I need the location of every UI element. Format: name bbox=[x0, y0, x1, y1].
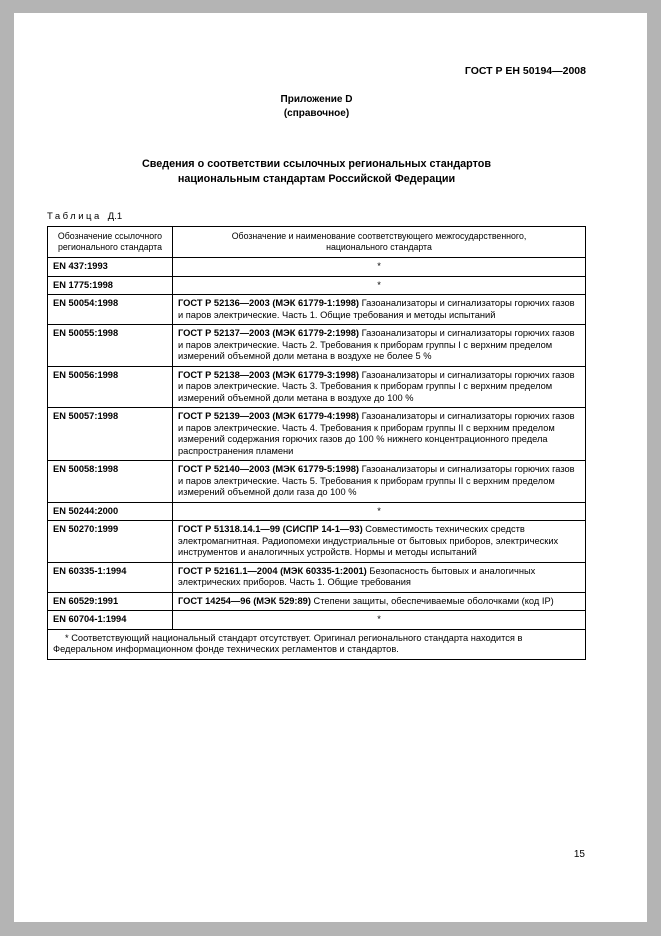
ref-standard-cell: EN 50057:1998 bbox=[48, 408, 173, 461]
national-standard-cell bbox=[173, 562, 586, 592]
gost-designation: ГОСТ Р 52137—2003 (МЭК 61779-2:1998) bbox=[178, 328, 360, 338]
page-content bbox=[14, 13, 647, 660]
footnote-cell bbox=[48, 629, 586, 659]
header-ref-standard: Обозначение ссылочного регионального стандарта bbox=[48, 227, 173, 258]
gost-designation: ГОСТ Р 52140—2003 (МЭК 61779-5:1998) bbox=[178, 464, 360, 474]
table-row bbox=[48, 521, 586, 563]
table-row bbox=[48, 562, 586, 592]
footnote-row bbox=[48, 629, 586, 659]
ref-standard-cell: EN 60335-1:1994 bbox=[48, 562, 173, 592]
national-standard-cell bbox=[173, 592, 586, 611]
table-caption bbox=[47, 211, 586, 222]
gost-title: Газоанализаторы и сигнализаторы горючих газов и паров электрические. Часть 5. Требования к приборам группы II с верхним пределом измерений объемной доли газа до 100 % bbox=[178, 464, 575, 497]
correspondence-table bbox=[47, 226, 586, 660]
national-standard-cell bbox=[173, 295, 586, 325]
ref-standard-cell: EN 50054:1998 bbox=[48, 295, 173, 325]
gost-title: Газоанализаторы и сигнализаторы горючих газов и паров электрические. Часть 2. Требования к приборам группы I с верхним пределом измерений объемной доли метана в воздухе не более 5 % bbox=[178, 328, 575, 361]
page-number: 15 bbox=[573, 849, 585, 860]
gost-title: Совместимость технических средств электромагнитная. Радиопомехи индустриальные от бытовых приборов, электрических инструментов и аналогичных устройств. Нормы и методы испытаний bbox=[178, 524, 559, 557]
annex-heading bbox=[47, 93, 586, 121]
ref-standard-cell: EN 50244:2000 bbox=[48, 502, 173, 521]
header-national-line1: Обозначение и наименование соответствующего межгосударственного, bbox=[231, 231, 527, 241]
table-caption-word: Таблица bbox=[47, 211, 102, 222]
table-row bbox=[48, 258, 586, 277]
section-title bbox=[47, 157, 586, 187]
national-standard-cell bbox=[173, 521, 586, 563]
ref-standard-cell: EN 50056:1998 bbox=[48, 366, 173, 408]
section-title-line1: Сведения о соответствии ссылочных региональных стандартов bbox=[141, 158, 492, 170]
ref-standard-cell: EN 60704-1:1994 bbox=[48, 611, 173, 630]
national-standard-cell bbox=[173, 325, 586, 367]
gost-title: Газоанализаторы и сигнализаторы горючих газов и паров электрические. Часть 3. Требования к приборам группы I с верхним пределом измерений объемной доли метана в воздухе до 100 % bbox=[178, 369, 575, 403]
national-standard-cell bbox=[173, 461, 586, 503]
ref-standard-cell: EN 50058:1998 bbox=[48, 461, 173, 503]
national-standard-cell: * bbox=[173, 258, 586, 277]
footnote-text: * Соответствующий национальный стандарт отсутствует. Оригинал регионального стандарта находится в Федеральном информационном фонде технических регламентов и стандартов. bbox=[53, 632, 523, 654]
table-row bbox=[48, 461, 586, 503]
gost-title: Газоанализаторы и сигнализаторы горючих газов и паров электрические. Часть 4. Требования к приборам группы II с верхним пределом измерений содержания горючих газов до 100 % нижнего концентрационного предела распространения пламени bbox=[178, 411, 575, 456]
header-national-standard bbox=[173, 227, 586, 258]
gost-title: Степени защиты, обеспечиваемые оболочками (код IP) bbox=[313, 595, 554, 606]
table-header-row bbox=[48, 227, 586, 258]
gost-designation: ГОСТ Р 52161.1—2004 (МЭК 60335-1:2001) bbox=[178, 565, 367, 576]
gost-title: Газоанализаторы и сигнализаторы горючих газов и паров электрические. Часть 1. Общие требования и методы испытаний bbox=[178, 298, 575, 320]
table-row bbox=[48, 295, 586, 325]
ref-standard-cell: EN 60529:1991 bbox=[48, 592, 173, 611]
header-national-line2: национального стандарта bbox=[326, 242, 432, 252]
ref-standard-cell: EN 437:1993 bbox=[48, 258, 173, 277]
gost-designation: ГОСТ 14254—96 (МЭК 529:89) bbox=[178, 595, 311, 606]
table-row bbox=[48, 592, 586, 611]
national-standard-cell bbox=[173, 366, 586, 408]
national-standard-cell bbox=[173, 408, 586, 461]
ref-standard-cell: EN 1775:1998 bbox=[48, 276, 173, 295]
national-standard-cell: * bbox=[173, 611, 586, 630]
national-standard-cell: * bbox=[173, 276, 586, 295]
gost-designation: ГОСТ Р 52136—2003 (МЭК 61779-1:1998) bbox=[178, 298, 360, 308]
document-page bbox=[14, 13, 647, 922]
national-standard-cell: * bbox=[173, 502, 586, 521]
gost-designation: ГОСТ Р 52139—2003 (МЭК 61779-4:1998) bbox=[178, 411, 360, 421]
table-row bbox=[48, 325, 586, 367]
ref-standard-cell: EN 50270:1999 bbox=[48, 521, 173, 563]
table-row bbox=[48, 366, 586, 408]
section-title-line2: национальным стандартам Российской Федерации bbox=[177, 173, 456, 185]
gost-designation: ГОСТ Р 51318.14.1—99 (СИСПР 14-1—93) bbox=[178, 524, 363, 534]
table-row bbox=[48, 276, 586, 295]
gost-designation: ГОСТ Р 52138—2003 (МЭК 61779-3:1998) bbox=[178, 369, 360, 380]
gost-title: Безопасность бытовых и аналогичных электрических приборов. Часть 1. Общие требования bbox=[178, 565, 536, 587]
table-row bbox=[48, 502, 586, 521]
annex-title: Приложение D bbox=[280, 94, 353, 105]
table-row bbox=[48, 408, 586, 461]
annex-subtitle: (справочное) bbox=[283, 108, 350, 119]
ref-standard-cell: EN 50055:1998 bbox=[48, 325, 173, 367]
document-header: ГОСТ Р ЕН 50194—2008 bbox=[464, 65, 586, 77]
table-caption-number: Д.1 bbox=[107, 211, 123, 222]
table-row bbox=[48, 611, 586, 630]
